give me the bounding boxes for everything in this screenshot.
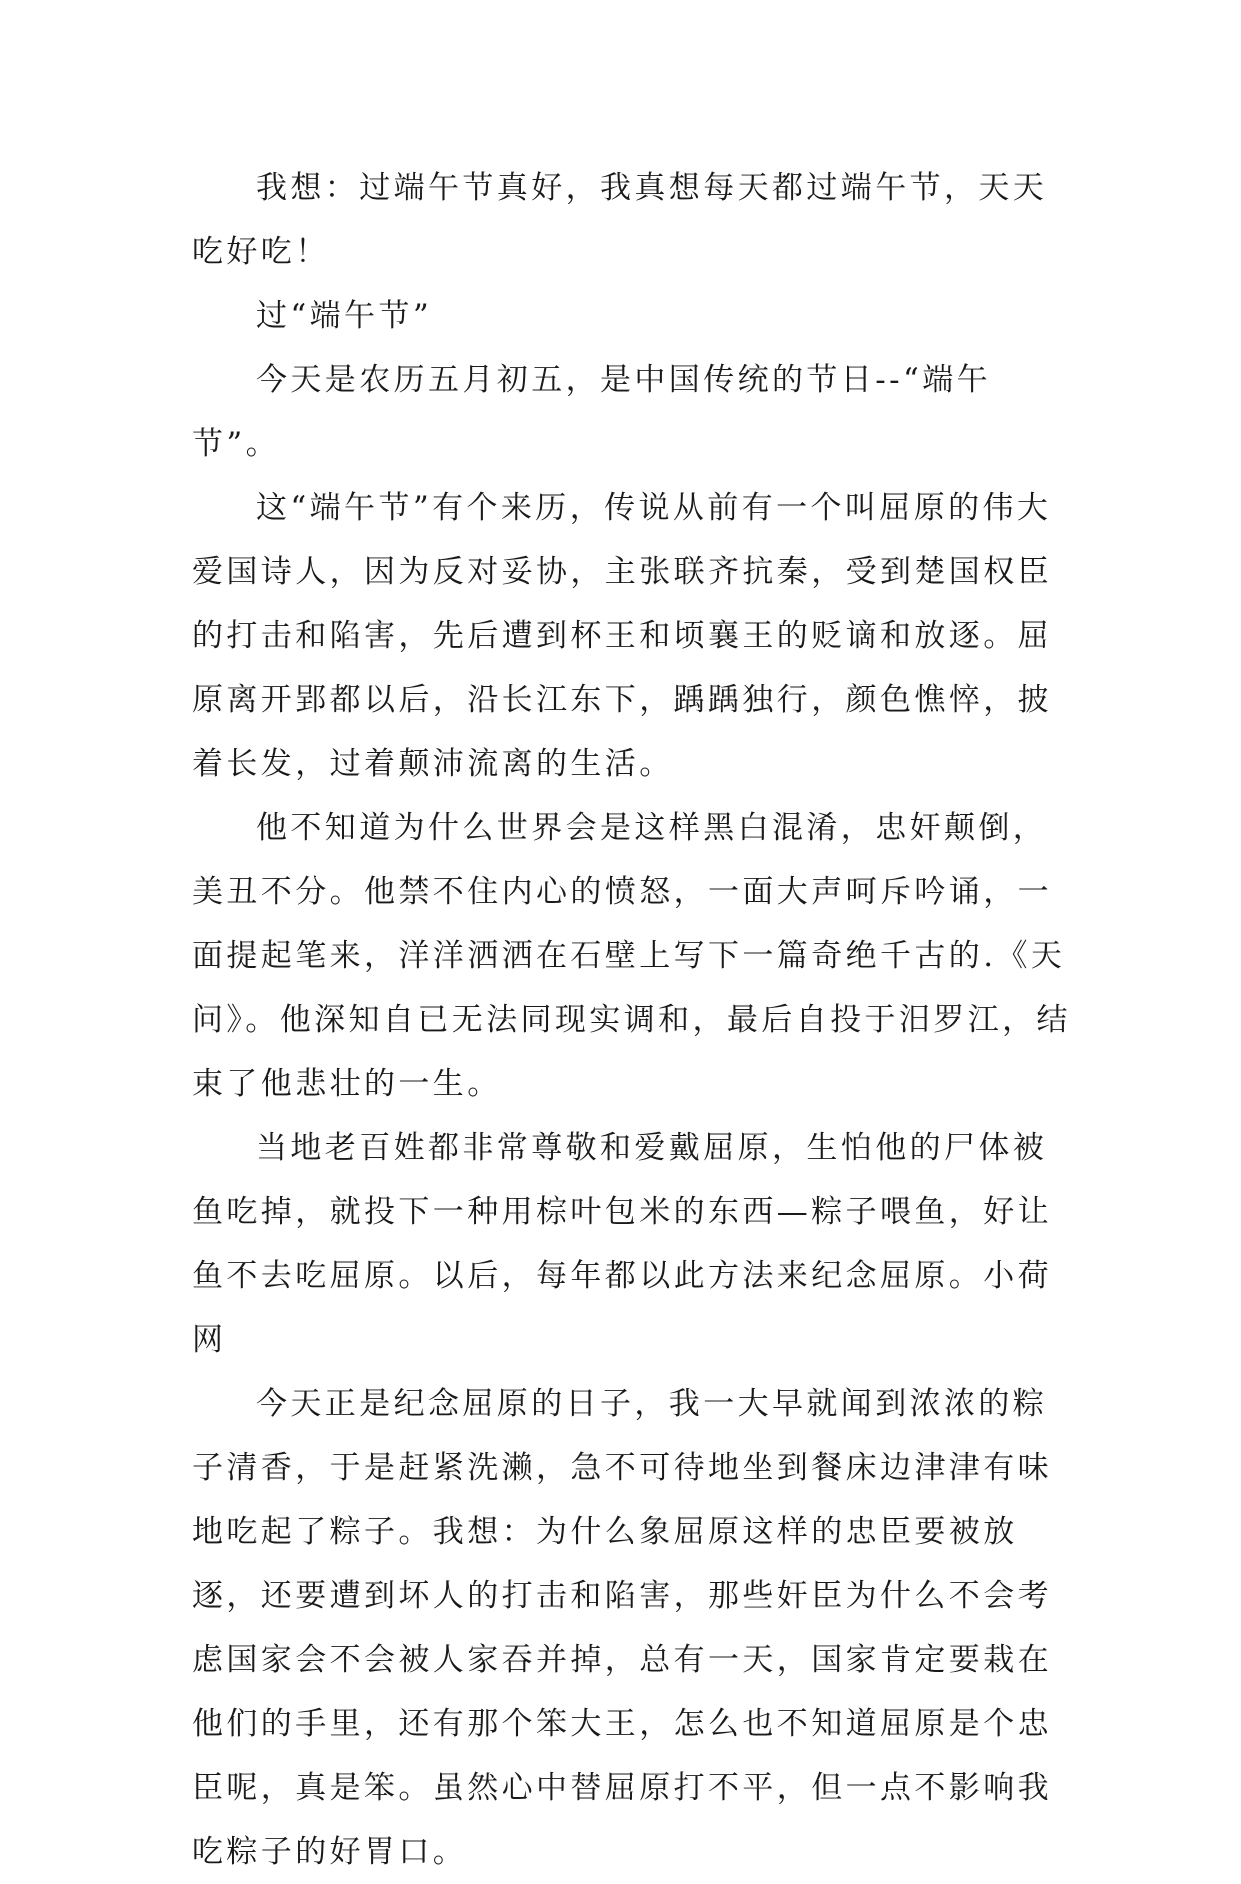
paragraph-origin-story: 这“端午节”有个来历，传说从前有一个叫屈原的伟大爱国诗人，因为反对妥协，主张联齐抗秦，受到楚国权臣的打击和陷害，先后遭到杯王和顷襄王的贬谪和放逐。屈原离开郢都以后，沿长江东下，踽踽独行，颜色憔悴，披着长发，过着颠沛流离的生活。 (192, 490, 1052, 782)
paragraph-date-intro: 今天是农历五月初五，是中国传统的节日--“端午节”。 (192, 362, 991, 462)
article-title: 过“端午节” (256, 298, 433, 334)
paragraph-eating-zongzi: 今天正是纪念屈原的日子，我一大早就闻到浓浓的粽子清香，于是赶紧洗濑，急不可待地坐到餐床边津津有味地吃起了粽子。我想：为什么象屈原这样的忠臣要被放逐，还要遭到坏人的打击和陷害，那些奸臣为什么不会考虑国家会不会被人家吞并掉，总有一天，国家肯定要栽在他们的手里，还有那个笨大王，怎么也不知道屈原是个忠臣呢，真是笨。虽然心中替屈原打不平，但一点不影响我吃粽子的好胃口。 (192, 1386, 1052, 1870)
paragraph-opening-thought: 我想：过端午节真好，我真想每天都过端午节，天天吃好吃！ (192, 170, 1048, 270)
document-body (192, 156, 1072, 1884)
paragraph-qu-yuan-tianwen: 他不知道为什么世界会是这样黑白混淆，忠奸颠倒，美丑不分。他禁不住内心的愤怒，一面大声呵斥吟诵，一面提起笔来，洋洋洒洒在石壁上写下一篇奇绝千古的.《天问》。他深知自已无法同现实调和，最后自投于汨罗江，结束了他悲壮的一生。 (192, 810, 1071, 1102)
paragraph-zongzi-origin: 当地老百姓都非常尊敬和爱戴屈原，生怕他的尸体被鱼吃掉，就投下一种用棕叶包米的东西—粽子喂鱼，好让鱼不去吃屈原。以后，每年都以此方法来纪念屈原。小荷网 (192, 1130, 1052, 1358)
